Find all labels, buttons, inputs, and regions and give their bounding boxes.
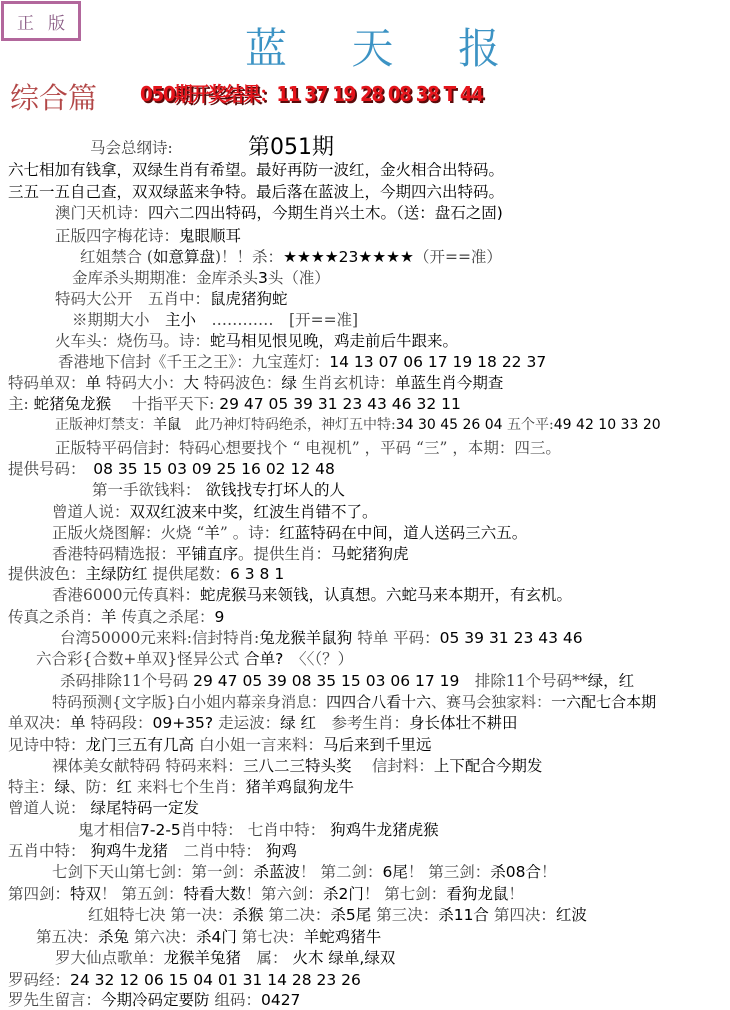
line-value: 身长体壮不耕田 — [409, 714, 518, 732]
line-label: 罗先生留言： — [8, 991, 102, 1009]
line-label: ！ — [541, 863, 557, 881]
text-line — [52, 544, 409, 564]
line-value: 单蓝生肖今期查 — [394, 374, 504, 392]
line-label: 第五决： — [36, 928, 99, 946]
line-value: 绿 — [54, 778, 71, 796]
line-value: 羊 — [101, 608, 117, 626]
line-value: 羊 — [204, 524, 220, 542]
line-label: ！第六剑： — [245, 885, 323, 903]
line-value: 猪羊鸡鼠狗龙牛 — [245, 778, 355, 796]
line-label: 排除11个号码** — [459, 672, 588, 690]
line-label: 红姐特七决 第一决： — [88, 906, 233, 924]
line-value: 火木 绿单,绿双 — [292, 949, 396, 967]
line-label: 正版特平码信封：特码心想要找个 “ 电视机” ，平码 “三” ，本期：四三。 — [55, 439, 561, 457]
text-line — [8, 182, 504, 202]
line-label: 鬼才相信 — [78, 821, 141, 839]
text-line — [8, 394, 461, 414]
line-value: 杀猴 — [232, 906, 264, 924]
line-value: 狗鸡牛龙猪 — [90, 842, 168, 860]
line-label: 见诗中特： — [8, 736, 86, 754]
line-label: 属： — [241, 949, 293, 967]
line-value: 34 30 45 26 04 — [395, 417, 503, 433]
line-label: 传真之杀肖： — [8, 608, 102, 626]
text-line — [92, 480, 345, 500]
line-label: 五肖中特： — [8, 842, 91, 860]
line-label: 信封料： — [351, 757, 434, 775]
line-value: 24 32 12 06 15 04 01 31 14 28 23 26 — [70, 971, 361, 989]
authentic-badge — [1, 1, 81, 41]
text-line — [8, 777, 354, 797]
title-char: 天 — [351, 24, 394, 73]
text-line — [8, 564, 284, 584]
line-value: 绿，红 — [587, 672, 635, 690]
line-value: 大 — [183, 374, 199, 392]
line-value: 蛇虎猴马来领钱，认真想。六蛇马来本期开，有玄机。 — [199, 586, 572, 604]
line-label: 五个平: — [502, 417, 554, 433]
text-line — [8, 713, 518, 733]
line-value: 狗鸡 — [265, 842, 297, 860]
line-value: 红波 — [555, 906, 587, 924]
text-line — [55, 438, 561, 458]
line-value: 如意算盘 — [152, 248, 215, 266]
section-title: 综合篇 — [10, 81, 98, 115]
line-value: 鬼眼顺耳 — [179, 227, 242, 245]
line-value: 欲钱找专打坏人的人 — [205, 481, 345, 499]
line-value: 绿 红 — [280, 714, 317, 732]
text-line — [88, 905, 587, 925]
line-value: 马后来到千里远 — [322, 736, 432, 754]
line-value: 单 — [85, 374, 102, 392]
line-value: 龙门三五有几高 — [85, 736, 195, 754]
line-value: 05 39 31 23 43 46 — [439, 629, 583, 647]
line-label: 传真之杀尾： — [116, 608, 215, 626]
line-value: 6尾 — [382, 863, 408, 881]
line-value: 绿尾特码一定发 — [90, 799, 199, 817]
title-char: 蓝 — [245, 24, 288, 73]
line-label: 第六决： — [129, 928, 196, 946]
line-label: ！ 第三剑： — [407, 863, 491, 881]
line-value: 羊鼠 — [153, 417, 181, 433]
text-line — [8, 607, 224, 627]
line-label: 特码大小： — [101, 374, 184, 392]
text-line — [8, 990, 300, 1010]
line-value: 蛇马相见恨见晚，鸡走前后牛跟来。 — [210, 332, 459, 350]
text-line — [8, 884, 524, 904]
line-value: 杀11合 — [438, 906, 489, 924]
line-value: 0427 — [260, 991, 301, 1009]
line-value: 马蛇猪狗虎 — [331, 545, 409, 563]
line-label: 第四剑： — [8, 885, 71, 903]
line-value: 鼠虎猪狗蛇 — [210, 290, 288, 308]
line-label: 七剑下天山第七剑：第一剑： — [52, 863, 254, 881]
line-label: 马会总纲诗: — [90, 139, 173, 157]
line-value: 一六配七合本期 — [551, 693, 657, 711]
line-label: 罗码经： — [8, 971, 71, 989]
line-label: 六合彩{合数+单双}怪异公式 — [36, 650, 245, 668]
text-line — [72, 268, 330, 288]
line-label: 罗大仙点歌单： — [55, 949, 164, 967]
line-label: 正版神灯禁支： — [55, 417, 153, 433]
line-label: 金库杀头期期准：金库杀头 — [72, 269, 259, 287]
line-label: 、赛马会独家料： — [431, 693, 552, 711]
line-value: 平铺直序 — [176, 545, 239, 563]
line-value: 杀兔 — [98, 928, 130, 946]
line-label: 、防： — [70, 778, 117, 796]
text-line — [55, 289, 288, 309]
line-label: 第三决： — [371, 906, 439, 924]
line-label: 香港地下信封《千王之王》：九宝莲灯： — [58, 353, 330, 371]
line-label: 特码大公开 五肖中： — [55, 290, 211, 308]
line-value: 双双红波来中奖，红波生肖错不了。 — [129, 503, 378, 521]
line-label: 台湾50000元来料:信封特肖: — [60, 629, 260, 647]
line-value: 6 3 8 1 — [229, 565, 285, 583]
line-label: )！！杀： — [215, 248, 284, 266]
badge-char: 正 — [17, 13, 34, 34]
line-label: 第二决： — [263, 906, 331, 924]
line-value: 红 — [116, 778, 133, 796]
line-label: ！ 第五剑： — [101, 885, 184, 903]
line-label: ” 。诗： — [219, 524, 280, 542]
line-label: 白小姐一言来料： — [194, 736, 323, 754]
line-label: 。提供生肖： — [238, 545, 332, 563]
text-line — [8, 841, 297, 861]
line-value: 14 13 07 06 17 19 18 22 37 — [329, 353, 547, 371]
text-line — [8, 735, 431, 755]
line-value: 上下配合今期发 — [433, 757, 543, 775]
text-line — [52, 692, 656, 712]
line-value: 3 — [258, 269, 268, 287]
line-label: （开==准） — [413, 248, 502, 266]
line-value: 红蓝特码在中间，道人送码三六五。 — [279, 524, 528, 542]
text-line — [55, 331, 458, 351]
line-label: 香港6000元传真料： — [52, 586, 200, 604]
line-label: 曾道人说： — [52, 503, 130, 521]
text-line — [36, 927, 381, 947]
line-label: 正版火烧图解：火烧 “ — [52, 524, 205, 542]
text-line — [78, 820, 439, 840]
text-line — [8, 373, 503, 393]
line-value: ★★★★23★★★★ — [283, 248, 414, 266]
line-value: 四四合八看十六 — [326, 693, 432, 711]
line-value: 杀蓝波 — [253, 863, 301, 881]
line-label: 杀码排除11个号码 — [60, 672, 194, 690]
line-label: 肖中特： 七肖中特： — [180, 821, 331, 839]
text-line — [55, 203, 503, 223]
text-line — [8, 459, 335, 479]
text-line — [72, 310, 358, 330]
line-value: 三八二三特头奖 — [242, 757, 352, 775]
line-label: 二肖中特： — [167, 842, 266, 860]
newspaper-title — [245, 16, 500, 76]
line-label: 裸体美女献特码 特码来料： — [52, 757, 243, 775]
line-value: 特看大数 — [183, 885, 246, 903]
line-value: 狗鸡牛龙猪虎猴 — [330, 821, 439, 839]
text-line — [52, 756, 542, 776]
line-label: ※期期大小 — [72, 311, 166, 329]
line-value: 主小 — [165, 311, 197, 329]
line-value: 7-2-5 — [140, 821, 181, 839]
line-label: 澳门天机诗： — [55, 204, 149, 222]
line-value: 杀4门 — [195, 928, 237, 946]
text-line — [36, 649, 353, 669]
line-label: 香港特码精选报： — [52, 545, 177, 563]
line-label: 第四决： — [488, 906, 556, 924]
line-value: 29 47 05 39 08 35 15 03 06 17 19 — [193, 672, 460, 690]
text-line — [60, 671, 634, 691]
line-value: 四六二四出特码，今期生肖兴土木。（送：盘石之固) — [148, 204, 503, 222]
text-line — [8, 798, 199, 818]
line-value: 单 — [70, 714, 86, 732]
line-label: 正版四字梅花诗： — [55, 227, 180, 245]
line-label: 曾道人说： — [8, 799, 91, 817]
line-label: 第一手欲钱料： — [92, 481, 206, 499]
line-label: 组码： — [209, 991, 261, 1009]
line-label: 特码预测{文字版}白小姐内幕亲身消息： — [52, 693, 327, 711]
line-label: ！ 第七剑： — [363, 885, 447, 903]
line-label: 红姐禁合 ( — [80, 248, 153, 266]
line-label: 特单 平码： — [352, 629, 440, 647]
text-line — [55, 948, 395, 968]
line-value: 看狗龙鼠 — [446, 885, 509, 903]
line-label: ！ 第二剑： — [300, 863, 383, 881]
line-label: 火车头：烧伤马。诗： — [55, 332, 211, 350]
line-label: ………… [开==准] — [196, 311, 359, 329]
line-value: 杀5尾 — [330, 906, 372, 924]
line-value: 六七相加有钱拿，双绿生肖有希望。最好再防一波红，金火相合出特码。 — [8, 161, 505, 179]
text-line — [90, 138, 173, 158]
line-value: 08 35 15 03 09 25 16 02 12 48 — [93, 460, 335, 478]
text-line — [55, 415, 661, 435]
line-label: 十指平天下: — [111, 395, 220, 413]
line-label: 提供波色： — [8, 565, 86, 583]
text-line — [52, 862, 557, 882]
line-label: 特主： — [8, 778, 55, 796]
line-label: 生肖玄机诗： — [296, 374, 395, 392]
line-label: 特码单双： — [8, 374, 86, 392]
title-char: 报 — [457, 24, 500, 73]
line-value: 09+35? — [152, 714, 214, 732]
line-value: 特双 — [70, 885, 102, 903]
badge-char: 版 — [48, 13, 65, 34]
line-value: 绿 — [281, 374, 297, 392]
line-value: 合单? — [244, 650, 284, 668]
line-value: 蛇猪兔龙猴 — [33, 395, 112, 413]
line-label: 单双决： — [8, 714, 71, 732]
line-value: 9 — [214, 608, 225, 626]
text-line — [52, 523, 527, 543]
issue-number: 第051期 — [248, 135, 334, 160]
previous-result-banner: 050期开奖结果：11 37 19 28 08 38 T 44 — [140, 82, 483, 106]
line-label: 此乃神灯特码绝杀，神灯五中特: — [181, 417, 396, 433]
line-value: 兔龙猴羊鼠狗 — [259, 629, 353, 647]
text-line — [55, 226, 241, 246]
line-value: 29 47 05 39 31 23 43 46 32 11 — [219, 395, 461, 413]
text-line — [60, 628, 583, 648]
line-label: 参考生肖： — [316, 714, 410, 732]
line-label: 提供尾数： — [147, 565, 230, 583]
line-value: 龙猴羊兔猪 — [163, 949, 242, 967]
text-line — [52, 585, 572, 605]
line-label: 特码段： — [85, 714, 153, 732]
line-label: 特码波色： — [198, 374, 282, 392]
line-value: 49 42 10 33 20 — [553, 417, 661, 433]
line-value: 杀2门 — [323, 885, 364, 903]
text-line — [58, 352, 546, 372]
line-label: 提供号码： — [8, 460, 94, 478]
line-value: 杀08合 — [490, 863, 542, 881]
line-label: ！ — [508, 885, 524, 903]
line-value: 三五一五自己查，双双绿蓝来争特。最后落在蓝波上，今期四六出特码。 — [8, 183, 505, 201]
line-label: 头（准） — [267, 269, 330, 287]
line-value: 主绿防红 — [85, 565, 148, 583]
line-label: 走运波： — [213, 714, 281, 732]
text-line — [8, 970, 361, 990]
text-line — [80, 247, 502, 267]
line-label: 来料七个生肖： — [132, 778, 246, 796]
line-label: 第七决： — [236, 928, 304, 946]
text-line — [52, 502, 378, 522]
line-label: 〈〈（？） — [283, 650, 354, 668]
line-value: 羊蛇鸡猪牛 — [303, 928, 382, 946]
line-label: 主: — [8, 395, 34, 413]
text-line — [8, 160, 504, 180]
line-value: 今期冷码定要防 — [101, 991, 210, 1009]
